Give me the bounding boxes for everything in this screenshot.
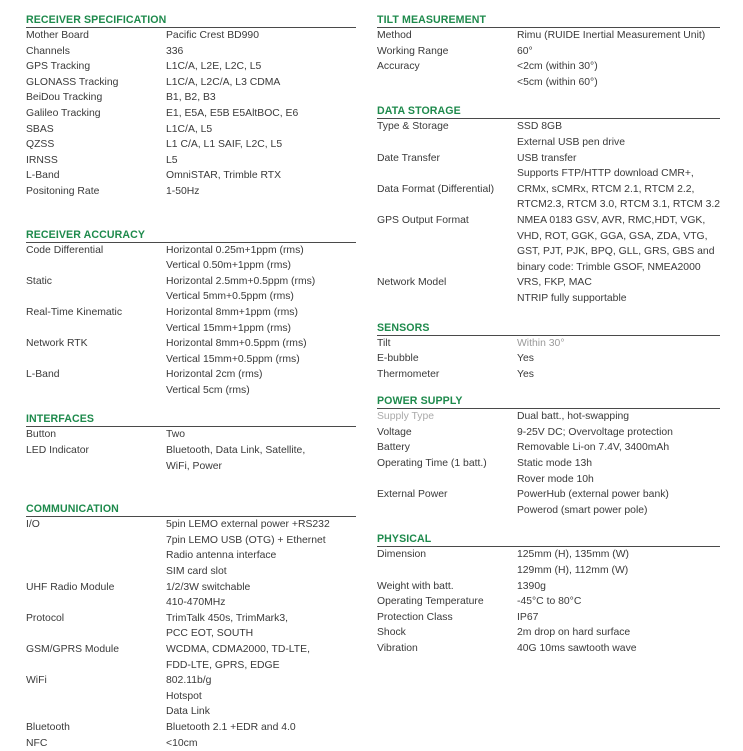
section-receiver-accuracy (26, 228, 356, 399)
spec-row-weight-with-batt (377, 579, 720, 595)
section-sensors (377, 321, 720, 383)
spec-row-galileo-tracking (26, 106, 356, 122)
section-communication (26, 502, 356, 751)
spec-value: VHD, ROT, GGK, GGA, GSA, ZDA, VTG, (517, 230, 708, 242)
spec-value: TrimTalk 450s, TrimMark3, (166, 612, 289, 624)
spec-label: Thermometer (377, 368, 440, 380)
spec-value: <2cm (within 30°) (517, 61, 598, 73)
section-title: COMMUNICATION (26, 502, 356, 517)
spec-value: Vertical 5cm (rms) (166, 384, 250, 396)
section-title: DATA STORAGE (377, 104, 720, 119)
spec-values (166, 580, 356, 611)
spec-values (517, 44, 720, 60)
spec-value: 1-50Hz (166, 185, 200, 197)
spec-values (517, 367, 720, 383)
spec-values (166, 274, 356, 305)
spec-value: CRMx, sCMRx, RTCM 2.1, RTCM 2.2, (517, 183, 695, 195)
spec-values (517, 440, 720, 456)
spec-label: Protocol (26, 612, 65, 624)
spec-values (166, 168, 356, 184)
spec-row-external-power (377, 487, 720, 518)
spec-label: Vibration (377, 643, 418, 654)
spec-row-type-storage (377, 119, 720, 150)
spec-label (377, 166, 517, 182)
spec-label: Network Model (377, 277, 447, 289)
spec-values (517, 641, 720, 657)
spec-values (517, 336, 720, 352)
spec-row-voltage (377, 425, 720, 441)
spec-row-protection-class (377, 610, 720, 626)
spec-values (166, 44, 356, 60)
spec-value: -45°C to 80°C (517, 596, 582, 608)
spec-values (517, 351, 720, 367)
spec-label: Static (26, 275, 52, 287)
spec-row-l-band (26, 168, 356, 184)
spec-label: UHF Radio Module (26, 581, 115, 593)
spec-label: Dimension (377, 549, 427, 561)
spec-values (166, 122, 356, 138)
spec-row-accuracy (377, 59, 720, 90)
spec-label: Operating Time (1 batt.) (377, 458, 487, 470)
spec-label: Code Differential (26, 244, 104, 256)
spec-value: 60° (517, 45, 533, 57)
spec-value: 129mm (H), 112mm (W) (517, 565, 629, 577)
spec-values (166, 736, 356, 751)
section-title: PHYSICAL (377, 532, 720, 547)
spec-values (166, 673, 356, 720)
spec-value: binary code: Trimble GSOF, NMEA2000 (517, 261, 701, 273)
spec-values (517, 625, 720, 641)
section-title: INTERFACES (26, 412, 356, 427)
spec-values (517, 182, 720, 213)
spec-values (517, 547, 720, 578)
spec-label: SBAS (26, 123, 54, 135)
spec-value: Horizontal 0.25m+1ppm (rms) (166, 244, 304, 256)
spec-value: Bluetooth 2.1 +EDR and 4.0 (166, 721, 296, 733)
spec-row-mother-board (26, 28, 356, 44)
spec-label: Operating Temperature (377, 596, 484, 608)
spec-values (166, 137, 356, 153)
spec-value: <5cm (within 60°) (517, 76, 598, 88)
spec-value: E1, E5A, E5B E5AltBOC, E6 (166, 107, 299, 119)
section-physical (377, 532, 720, 656)
spec-row-blank (377, 166, 720, 182)
section-title: RECEIVER SPECIFICATION (26, 13, 356, 28)
spec-row-irnss (26, 153, 356, 169)
spec-values (166, 59, 356, 75)
spec-values (166, 443, 356, 474)
spec-row-wifi (26, 673, 356, 720)
spec-value: 336 (166, 45, 184, 57)
section-interfaces (26, 412, 356, 474)
spec-row-working-range (377, 44, 720, 60)
spec-values (517, 59, 720, 90)
spec-label: Tilt (377, 337, 391, 349)
spec-value: GST, PJT, PJK, BPQ, GLL, GRS, GBS and (517, 246, 715, 258)
spec-value: Supports FTP/HTTP download CMR+, (517, 168, 694, 180)
spec-row-channels (26, 44, 356, 60)
spec-value: SIM card slot (166, 566, 227, 578)
spec-value: <10cm (166, 737, 198, 749)
spec-value: FDD-LTE, GPRS, EDGE (166, 659, 280, 671)
spec-value: NTRIP fully supportable (517, 292, 627, 304)
spec-label: GPS Output Format (377, 214, 469, 226)
spec-value: 9-25V DC; Overvoltage protection (517, 426, 673, 438)
spec-row-date-transfer (377, 151, 720, 167)
spec-row-e-bubble (377, 351, 720, 367)
spec-value: Bluetooth, Data Link, Satellite, (166, 445, 306, 457)
spec-values (166, 367, 356, 398)
spec-values (166, 243, 356, 274)
spec-label: Protection Class (377, 611, 453, 623)
spec-value: Vertical 15mm+1ppm (rms) (166, 322, 292, 334)
spec-value: 40G 10ms sawtooth wave (517, 643, 637, 654)
spec-value: Horizontal 8mm+0.5ppm (rms) (166, 338, 307, 350)
spec-values (517, 119, 720, 150)
spec-row-nfc (26, 736, 356, 751)
spec-row-thermometer (377, 367, 720, 383)
spec-label: Data Format (Differential) (377, 183, 495, 195)
spec-values (166, 642, 356, 673)
spec-value: OmniSTAR, Trimble RTX (166, 170, 282, 182)
spec-value: Vertical 15mm+0.5ppm (rms) (166, 353, 300, 365)
spec-values (517, 579, 720, 595)
spec-values (517, 28, 720, 44)
spec-label: Shock (377, 627, 406, 639)
spec-row-button (26, 427, 356, 443)
spec-value: Dual batt., hot-swapping (517, 411, 630, 423)
spec-values (166, 427, 356, 443)
spec-value: PowerHub (external power bank) (517, 489, 669, 501)
spec-label: NFC (26, 737, 48, 749)
spec-label: Working Range (377, 45, 449, 57)
spec-label: LED Indicator (26, 445, 89, 457)
section-title: SENSORS (377, 321, 720, 336)
spec-label: Positoning Rate (26, 185, 100, 197)
spec-value: 802.11b/g (166, 675, 212, 687)
spec-label: Button (26, 429, 57, 441)
spec-value: Horizontal 8mm+1ppm (rms) (166, 306, 298, 318)
spec-value: VRS, FKP, MAC (517, 277, 592, 289)
spec-label: Network RTK (26, 338, 88, 350)
spec-row-static (26, 274, 356, 305)
spec-value: 125mm (H), 135mm (W) (517, 549, 629, 561)
spec-value: Two (166, 429, 186, 441)
spec-row-method (377, 28, 720, 44)
spec-label: Weight with batt. (377, 580, 454, 592)
spec-value: 7pin LEMO USB (OTG) + Ethernet (166, 534, 326, 546)
spec-values (166, 517, 356, 579)
spec-row-glonass-tracking (26, 75, 356, 91)
spec-row-led-indicator (26, 443, 356, 474)
spec-label: L-Band (26, 170, 60, 182)
spec-values (166, 611, 356, 642)
spec-label: IRNSS (26, 154, 58, 166)
spec-value: Yes (517, 353, 534, 365)
spec-row-positoning-rate (26, 184, 356, 200)
spec-row-i-o (26, 517, 356, 579)
spec-row-bluetooth (26, 720, 356, 736)
spec-value: L1C/A, L2C/A, L3 CDMA (166, 76, 281, 88)
spec-values (517, 594, 720, 610)
spec-value: NMEA 0183 GSV, AVR, RMC,HDT, VGK, (517, 214, 706, 226)
spec-value: Horizontal 2.5mm+0.5ppm (rms) (166, 275, 316, 287)
spec-label: Galileo Tracking (26, 107, 101, 119)
spec-row-qzss (26, 137, 356, 153)
spec-label: Channels (26, 45, 70, 57)
spec-values (166, 720, 356, 736)
left-column (26, 13, 356, 751)
spec-row-uhf-radio-module (26, 580, 356, 611)
spec-label: L-Band (26, 369, 60, 381)
spec-value: Powerod (smart power pole) (517, 504, 648, 516)
spec-row-supply-type (377, 409, 720, 425)
spec-label: Bluetooth (26, 721, 70, 733)
spec-row-vibration (377, 641, 720, 657)
spec-label: GLONASS Tracking (26, 76, 119, 88)
spec-label: GSM/GPRS Module (26, 644, 119, 655)
spec-value: 410-470MHz (166, 597, 226, 609)
spec-value: RTCM2.3, RTCM 3.0, RTCM 3.1, RTCM 3.2 (517, 199, 721, 211)
spec-value: Data Link (166, 706, 210, 718)
spec-values (517, 275, 720, 306)
spec-values (517, 487, 720, 518)
spec-value: Rimu (RUIDE Inertial Measurement Unit) (517, 30, 706, 41)
spec-values (517, 456, 720, 487)
spec-value: USB transfer (517, 152, 577, 164)
spec-value: IP67 (517, 611, 539, 623)
spec-row-gps-tracking (26, 59, 356, 75)
spec-value: PCC EOT, SOUTH (166, 628, 254, 640)
spec-label: Supply Type (377, 411, 434, 423)
spec-values (517, 610, 720, 626)
section-title: RECEIVER ACCURACY (26, 228, 356, 243)
section-power-supply (377, 394, 720, 518)
spec-label: WiFi (26, 675, 47, 687)
spec-value: 1390g (517, 580, 546, 592)
spec-row-sbas (26, 122, 356, 138)
spec-label: Battery (377, 442, 410, 454)
spec-row-beidou-tracking (26, 90, 356, 106)
spec-values (166, 28, 356, 44)
spec-row-data-format-differential (377, 182, 720, 213)
spec-value: Vertical 0.50m+1ppm (rms) (166, 260, 292, 272)
spec-row-network-rtk (26, 336, 356, 367)
spec-values (517, 409, 720, 425)
spec-value: L1 C/A, L1 SAIF, L2C, L5 (166, 139, 283, 151)
spec-values (166, 305, 356, 336)
section-tilt-measurement (377, 13, 720, 90)
spec-label: Date Transfer (377, 152, 440, 164)
spec-label: Mother Board (26, 30, 89, 41)
spec-value: L1C/A, L2E, L2C, L5 (166, 61, 262, 73)
spec-label: Accuracy (377, 61, 420, 73)
spec-row-dimension (377, 547, 720, 578)
section-title: TILT MEASUREMENT (377, 13, 720, 28)
spec-value: External USB pen drive (517, 136, 626, 148)
spec-value: WiFi, Power (166, 460, 222, 472)
spec-row-shock (377, 625, 720, 641)
spec-label: Method (377, 30, 412, 41)
spec-row-operating-time-1-batt (377, 456, 720, 487)
right-column (377, 13, 720, 657)
spec-row-gsm-gprs-module (26, 642, 356, 673)
spec-values (517, 213, 720, 275)
spec-row-battery (377, 440, 720, 456)
spec-values (166, 153, 356, 169)
spec-label: GPS Tracking (26, 61, 91, 73)
spec-label: Type & Storage (377, 121, 449, 133)
spec-value: SSD 8GB (517, 121, 563, 133)
spec-value: 1/2/3W switchable (166, 581, 251, 593)
section-data-storage (377, 104, 720, 306)
spec-label: External Power (377, 489, 448, 501)
spec-values (166, 184, 356, 200)
spec-values (166, 90, 356, 106)
spec-label: QZSS (26, 139, 55, 151)
spec-row-network-model (377, 275, 720, 306)
spec-row-tilt (377, 336, 720, 352)
spec-value: Rover mode 10h (517, 473, 594, 485)
spec-value: Radio antenna interface (166, 550, 277, 562)
spec-value: Yes (517, 368, 534, 380)
spec-value: Removable Li-on 7.4V, 3400mAh (517, 442, 670, 454)
spec-values (166, 75, 356, 91)
spec-values (517, 151, 720, 167)
spec-value: Vertical 5mm+0.5ppm (rms) (166, 291, 294, 303)
spec-value: Within 30° (517, 337, 565, 349)
spec-label: I/O (26, 519, 40, 531)
spec-value: Hotspot (166, 690, 202, 702)
spec-value: Horizontal 2cm (rms) (166, 369, 263, 381)
spec-value: Static mode 13h (517, 458, 593, 470)
section-title: POWER SUPPLY (377, 394, 720, 409)
spec-value: 5pin LEMO external power +RS232 (166, 519, 330, 531)
spec-row-real-time-kinematic (26, 305, 356, 336)
spec-label: Real-Time Kinematic (26, 306, 123, 318)
spec-label: Voltage (377, 426, 412, 438)
spec-value: WCDMA, CDMA2000, TD-LTE, (166, 644, 310, 655)
spec-values (517, 166, 720, 182)
spec-row-l-band (26, 367, 356, 398)
spec-row-gps-output-format (377, 213, 720, 275)
spec-row-protocol (26, 611, 356, 642)
spec-values (517, 425, 720, 441)
spec-row-code-differential (26, 243, 356, 274)
spec-label: E-bubble (377, 353, 419, 365)
spec-value: L5 (166, 154, 178, 166)
spec-value: B1, B2, B3 (166, 92, 216, 104)
spec-value: 2m drop on hard surface (517, 627, 631, 639)
section-receiver-specification (26, 13, 356, 200)
spec-values (166, 106, 356, 122)
spec-label: BeiDou Tracking (26, 92, 103, 104)
spec-value: L1C/A, L5 (166, 123, 213, 135)
spec-row-operating-temperature (377, 594, 720, 610)
spec-value: Pacific Crest BD990 (166, 30, 259, 41)
spec-values (166, 336, 356, 367)
